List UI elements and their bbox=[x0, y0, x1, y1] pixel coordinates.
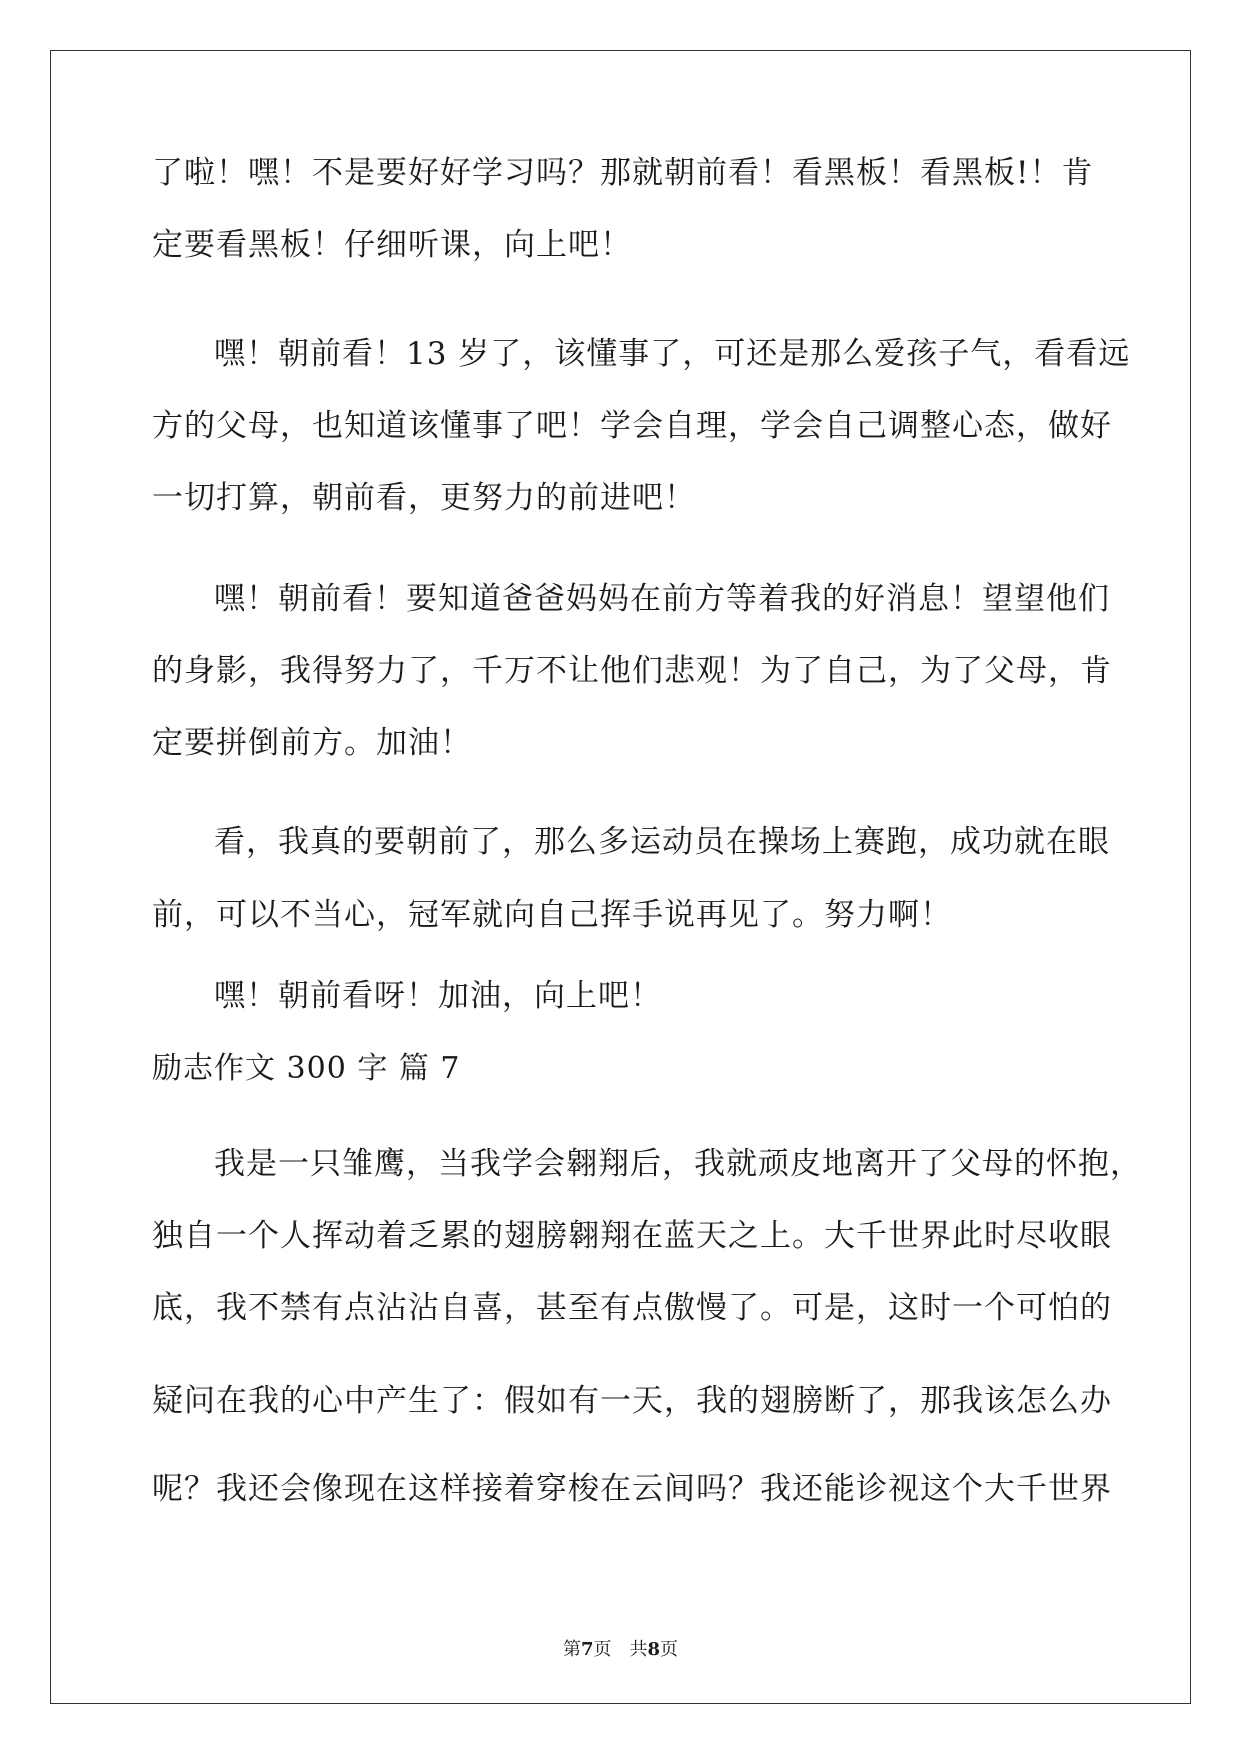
paragraph-line: 嘿！朝前看！要知道爸爸妈妈在前方等着我的好消息！望望他们 bbox=[214, 581, 1110, 617]
paragraph-line: 看，我真的要朝前了，那么多运动员在操场上赛跑，成功就在眼 bbox=[214, 824, 1110, 860]
total-page-number: 8 bbox=[647, 1639, 661, 1660]
paragraph-line: 一切打算，朝前看，更努力的前进吧！ bbox=[152, 480, 696, 516]
page-border bbox=[50, 50, 1191, 1704]
paragraph-line: 定要拼倒前方。加油！ bbox=[152, 725, 472, 761]
paragraph-line: 我是一只雏鹰，当我学会翱翔后，我就顽皮地离开了父母的怀抱， bbox=[214, 1146, 1142, 1182]
current-page-number: 7 bbox=[580, 1639, 594, 1660]
paragraph-line: 了啦！嘿！不是要好好学习吗？那就朝前看！看黑板！看黑板!！肯 bbox=[152, 155, 1094, 191]
paragraph-line: 嘿！朝前看呀！加油，向上吧！ bbox=[214, 978, 662, 1014]
footer-middle: 页 共 bbox=[593, 1639, 648, 1660]
paragraph-line: 定要看黑板！仔细听课，向上吧！ bbox=[152, 227, 632, 263]
paragraph-line: 独自一个人挥动着乏累的翅膀翱翔在蓝天之上。大千世界此时尽收眼 bbox=[152, 1218, 1112, 1254]
footer-prefix: 第 bbox=[562, 1639, 581, 1660]
paragraph-line: 底，我不禁有点沾沾自喜，甚至有点傲慢了。可是，这时一个可怕的 bbox=[152, 1290, 1112, 1326]
page-footer bbox=[0, 1638, 1241, 1662]
paragraph-line: 疑问在我的心中产生了：假如有一天，我的翅膀断了，那我该怎么办 bbox=[152, 1383, 1112, 1419]
paragraph-line: 的身影，我得努力了，千万不让他们悲观！为了自己，为了父母，肯 bbox=[152, 653, 1112, 689]
section-heading: 励志作文 300 字 篇 7 bbox=[152, 1051, 461, 1086]
footer-suffix: 页 bbox=[660, 1639, 679, 1660]
paragraph-line: 方的父母，也知道该懂事了吧！学会自理，学会自己调整心态，做好 bbox=[152, 408, 1112, 444]
paragraph-line: 呢？我还会像现在这样接着穿梭在云间吗？我还能诊视这个大千世界 bbox=[152, 1471, 1112, 1507]
paragraph-line: 前，可以不当心，冠军就向自己挥手说再见了。努力啊！ bbox=[152, 897, 952, 933]
paragraph-line: 嘿！朝前看！13 岁了，该懂事了，可还是那么爱孩子气，看看远 bbox=[214, 336, 1131, 372]
